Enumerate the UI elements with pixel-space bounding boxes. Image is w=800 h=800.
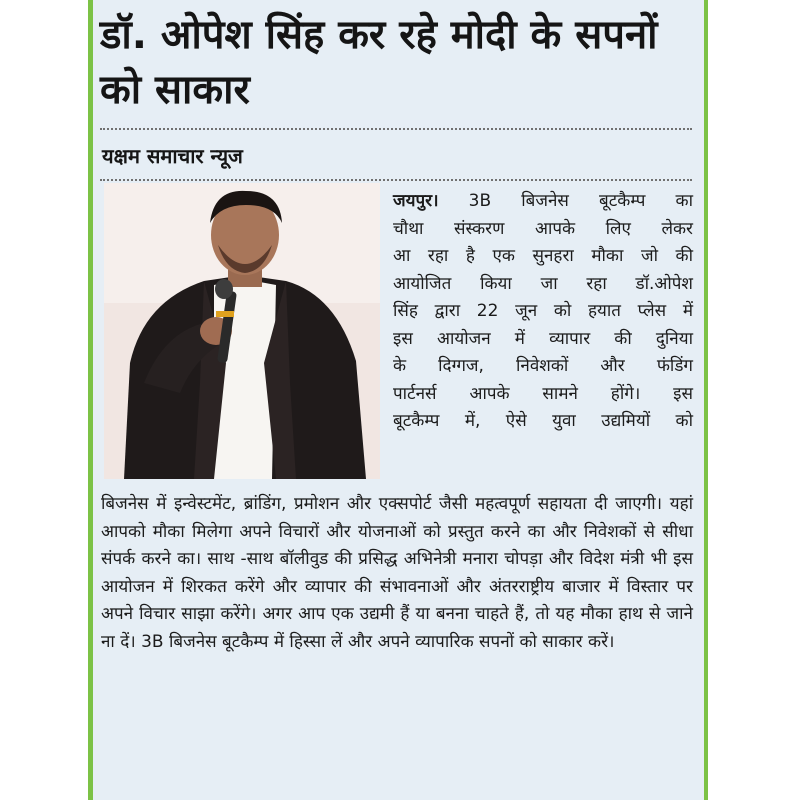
dateline: जयपुर। [393,191,439,211]
column-line: पार्टनर्स आपके सामने होंगे। इस [393,383,693,404]
article-body: बिजनेस में इन्वेस्टमेंट, ब्रांडिंग, प्रमोशन और एक्सपोर्ट जैसी महत्वपूर्ण सहायता दी जाएगी। यहां आपको मौका मिलेगा अपने विचारों और योजनाओं को प्रस्तुत करने का और निवेशकों से सीधा संपर्क करने का। साथ -साथ बॉलीवुड की प्रसिद्ध अभिनेत्री मनारा चोपड़ा और विदेश मंत्री भी इस आयोजन में शिरकत करेंगे और व्यापार की संभावनाओं और अंतरराष्ट्रीय बाजार में विस्तार पर अपने विचार साझा करेंगे। अगर आप एक उद्यमी हैं या बनना चाहते हैं, तो यह मौका हाथ से जाने ना दें। 3B बिजनेस बूटकैम्प में हिस्सा लें और अपने व्यापारिक सपनों को साकार करें। [101,494,693,652]
column-line: बूटकैम्प में, ऐसे युवा उद्यमियों को [393,411,693,431]
right-border-rule [704,0,708,800]
speaker-with-microphone-icon [104,183,380,479]
speaker-photo [104,183,380,479]
headline: डॉ. ओपेश सिंह कर रहे मोदी के सपनों को साकार [100,12,658,113]
column-line: 3B बिजनेस बूटकैम्प का [468,191,693,211]
article-top-column [393,188,693,436]
column-line: आ रहा है एक सुनहरा मौका जो की [393,246,693,266]
headline-divider [100,128,692,130]
column-line: इस आयोजन में व्यापार की दुनिया [393,328,693,349]
byline-divider [100,179,692,181]
byline: यक्षम समाचार न्यूज [102,144,243,168]
column-line: चौथा संस्करण आपके लिए लेकर [393,218,693,239]
column-line: के दिग्गज, निवेशकों और फंडिंग [393,356,693,376]
column-line: सिंह द्वारा 22 जून को हयात प्लेस में [393,301,693,321]
column-line: आयोजित किया जा रहा डॉ.ओपेश [393,273,693,294]
